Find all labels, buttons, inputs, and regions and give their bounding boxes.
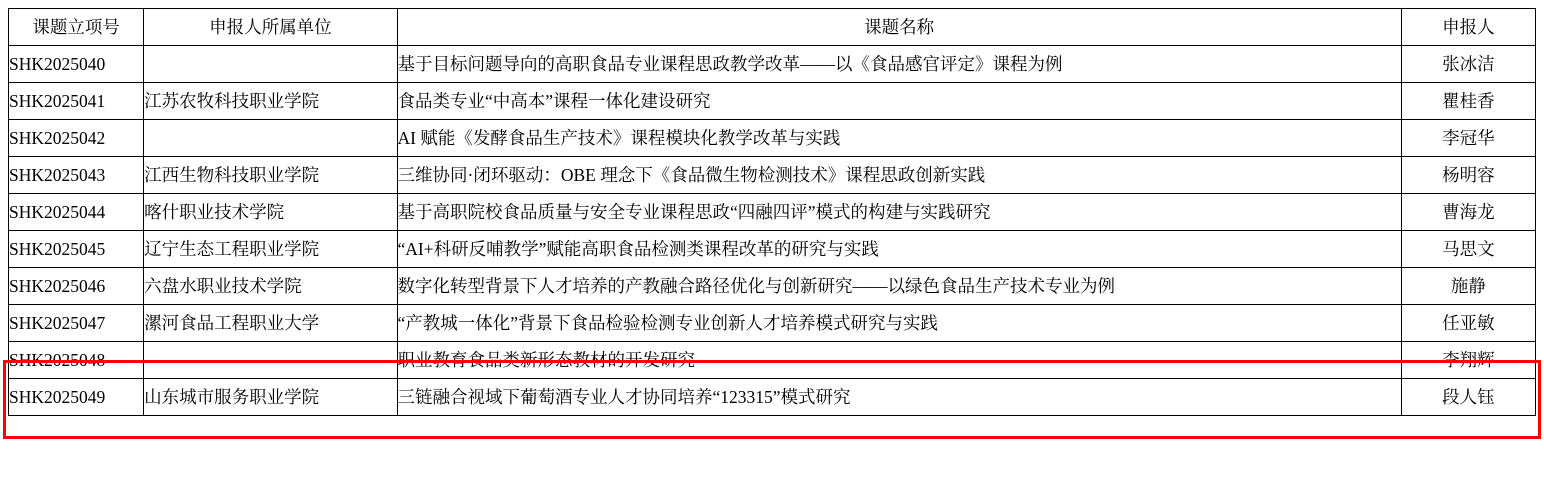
table-row-highlighted [9,305,1536,342]
column-header-title: 课题名称 [397,9,1401,46]
cell-unit: 江西生物科技职业学院 [144,157,397,194]
cell-unit: 六盘水职业技术学院 [144,268,397,305]
table-header-row [9,9,1536,46]
cell-unit [144,46,397,83]
cell-project-id: SHK2025047 [9,305,144,342]
cell-unit: 江苏农牧科技职业学院 [144,83,397,120]
cell-project-id: SHK2025049 [9,379,144,416]
cell-applicant: 李冠华 [1401,120,1535,157]
cell-project-id: SHK2025044 [9,194,144,231]
cell-project-id: SHK2025043 [9,157,144,194]
cell-project-id: SHK2025041 [9,83,144,120]
cell-title: 三链融合视域下葡萄酒专业人才协同培养“123315”模式研究 [397,379,1401,416]
table-row [9,379,1536,416]
cell-unit: 漯河食品工程职业大学 [144,305,397,342]
table-row-highlighted [9,342,1536,379]
table-row [9,46,1536,83]
cell-applicant: 施静 [1401,268,1535,305]
column-header-project-id: 课题立项号 [9,9,144,46]
document-page [0,8,1544,493]
table-row [9,231,1536,268]
cell-applicant: 杨明容 [1401,157,1535,194]
cell-project-id: SHK2025040 [9,46,144,83]
table-row [9,268,1536,305]
cell-project-id: SHK2025042 [9,120,144,157]
cell-unit [144,120,397,157]
cell-applicant: 任亚敏 [1401,305,1535,342]
cell-unit: 山东城市服务职业学院 [144,379,397,416]
cell-applicant: 瞿桂香 [1401,83,1535,120]
cell-project-id: SHK2025046 [9,268,144,305]
table-body [9,46,1536,416]
cell-applicant: 张冰洁 [1401,46,1535,83]
cell-title: AI 赋能《发酵食品生产技术》课程模块化教学改革与实践 [397,120,1401,157]
cell-title: “AI+科研反哺教学”赋能高职食品检测类课程改革的研究与实践 [397,231,1401,268]
table-header [9,9,1536,46]
table-row [9,157,1536,194]
cell-applicant: 李翔辉 [1401,342,1535,379]
table-row [9,120,1536,157]
cell-unit: 辽宁生态工程职业学院 [144,231,397,268]
cell-project-id: SHK2025048 [9,342,144,379]
cell-title: 基于高职院校食品质量与安全专业课程思政“四融四评”模式的构建与实践研究 [397,194,1401,231]
cell-title: 职业教育食品类新形态教材的开发研究 [397,342,1401,379]
column-header-unit: 申报人所属单位 [144,9,397,46]
cell-applicant: 曹海龙 [1401,194,1535,231]
cell-project-id: SHK2025045 [9,231,144,268]
cell-title: 食品类专业“中高本”课程一体化建设研究 [397,83,1401,120]
table-row [9,83,1536,120]
cell-unit: 喀什职业技术学院 [144,194,397,231]
column-header-applicant: 申报人 [1401,9,1535,46]
cell-title: “产教城一体化”背景下食品检验检测专业创新人才培养模式研究与实践 [397,305,1401,342]
cell-title: 基于目标问题导向的高职食品专业课程思政教学改革——以《食品感官评定》课程为例 [397,46,1401,83]
cell-applicant: 马思文 [1401,231,1535,268]
cell-applicant: 段人钰 [1401,379,1535,416]
table-row [9,194,1536,231]
cell-unit [144,342,397,379]
cell-title: 数字化转型背景下人才培养的产教融合路径优化与创新研究——以绿色食品生产技术专业为例 [397,268,1401,305]
cell-title: 三维协同·闭环驱动：OBE 理念下《食品微生物检测技术》课程思政创新实践 [397,157,1401,194]
project-approval-table [8,8,1536,416]
